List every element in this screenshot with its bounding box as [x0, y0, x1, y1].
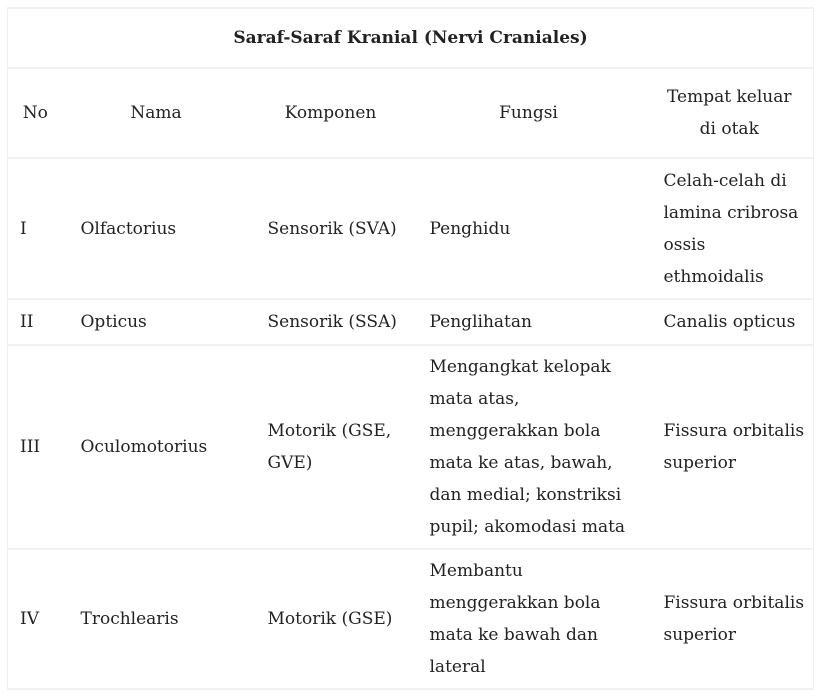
cranial-nerves-table	[7, 7, 814, 690]
cell-komponen: Sensorik (SVA)	[250, 158, 412, 299]
table-title: Saraf-Saraf Kranial (Nervi Craniales)	[8, 8, 814, 68]
cell-komponen: Sensorik (SSA)	[250, 299, 412, 345]
header-fungsi: Fungsi	[412, 68, 646, 158]
cell-komponen: Motorik (GSE, GVE)	[250, 345, 412, 549]
cell-fungsi: Penglihatan	[412, 299, 646, 345]
header-tempat: Tempat keluar di otak	[646, 68, 814, 158]
cell-no: III	[8, 345, 63, 549]
cell-no: I	[8, 158, 63, 299]
table-header-row	[8, 68, 814, 158]
cell-nama: Opticus	[63, 299, 250, 345]
cell-nama: Trochlearis	[63, 549, 250, 689]
table-row	[8, 158, 814, 299]
cell-komponen: Motorik (GSE)	[250, 549, 412, 689]
cell-fungsi: Mengangkat kelopak mata atas, menggerakkan bola mata ke atas, bawah, dan medial; konstriksi pupil; akomodasi mata	[412, 345, 646, 549]
cell-fungsi: Membantu menggerakkan bola mata ke bawah dan lateral	[412, 549, 646, 689]
table-row	[8, 299, 814, 345]
cell-tempat: Canalis opticus	[646, 299, 814, 345]
cell-nama: Olfactorius	[63, 158, 250, 299]
cell-nama: Oculomotorius	[63, 345, 250, 549]
table-row	[8, 549, 814, 689]
table-row	[8, 345, 814, 549]
header-nama: Nama	[63, 68, 250, 158]
header-komponen: Komponen	[250, 68, 412, 158]
cell-tempat: Fissura orbitalis superior	[646, 549, 814, 689]
cell-fungsi: Penghidu	[412, 158, 646, 299]
header-no: No	[8, 68, 63, 158]
cell-no: IV	[8, 549, 63, 689]
table-title-row	[8, 8, 814, 68]
cell-no: II	[8, 299, 63, 345]
cell-tempat: Celah-celah di lamina cribrosa ossis ethmoidalis	[646, 158, 814, 299]
cell-tempat: Fissura orbitalis superior	[646, 345, 814, 549]
